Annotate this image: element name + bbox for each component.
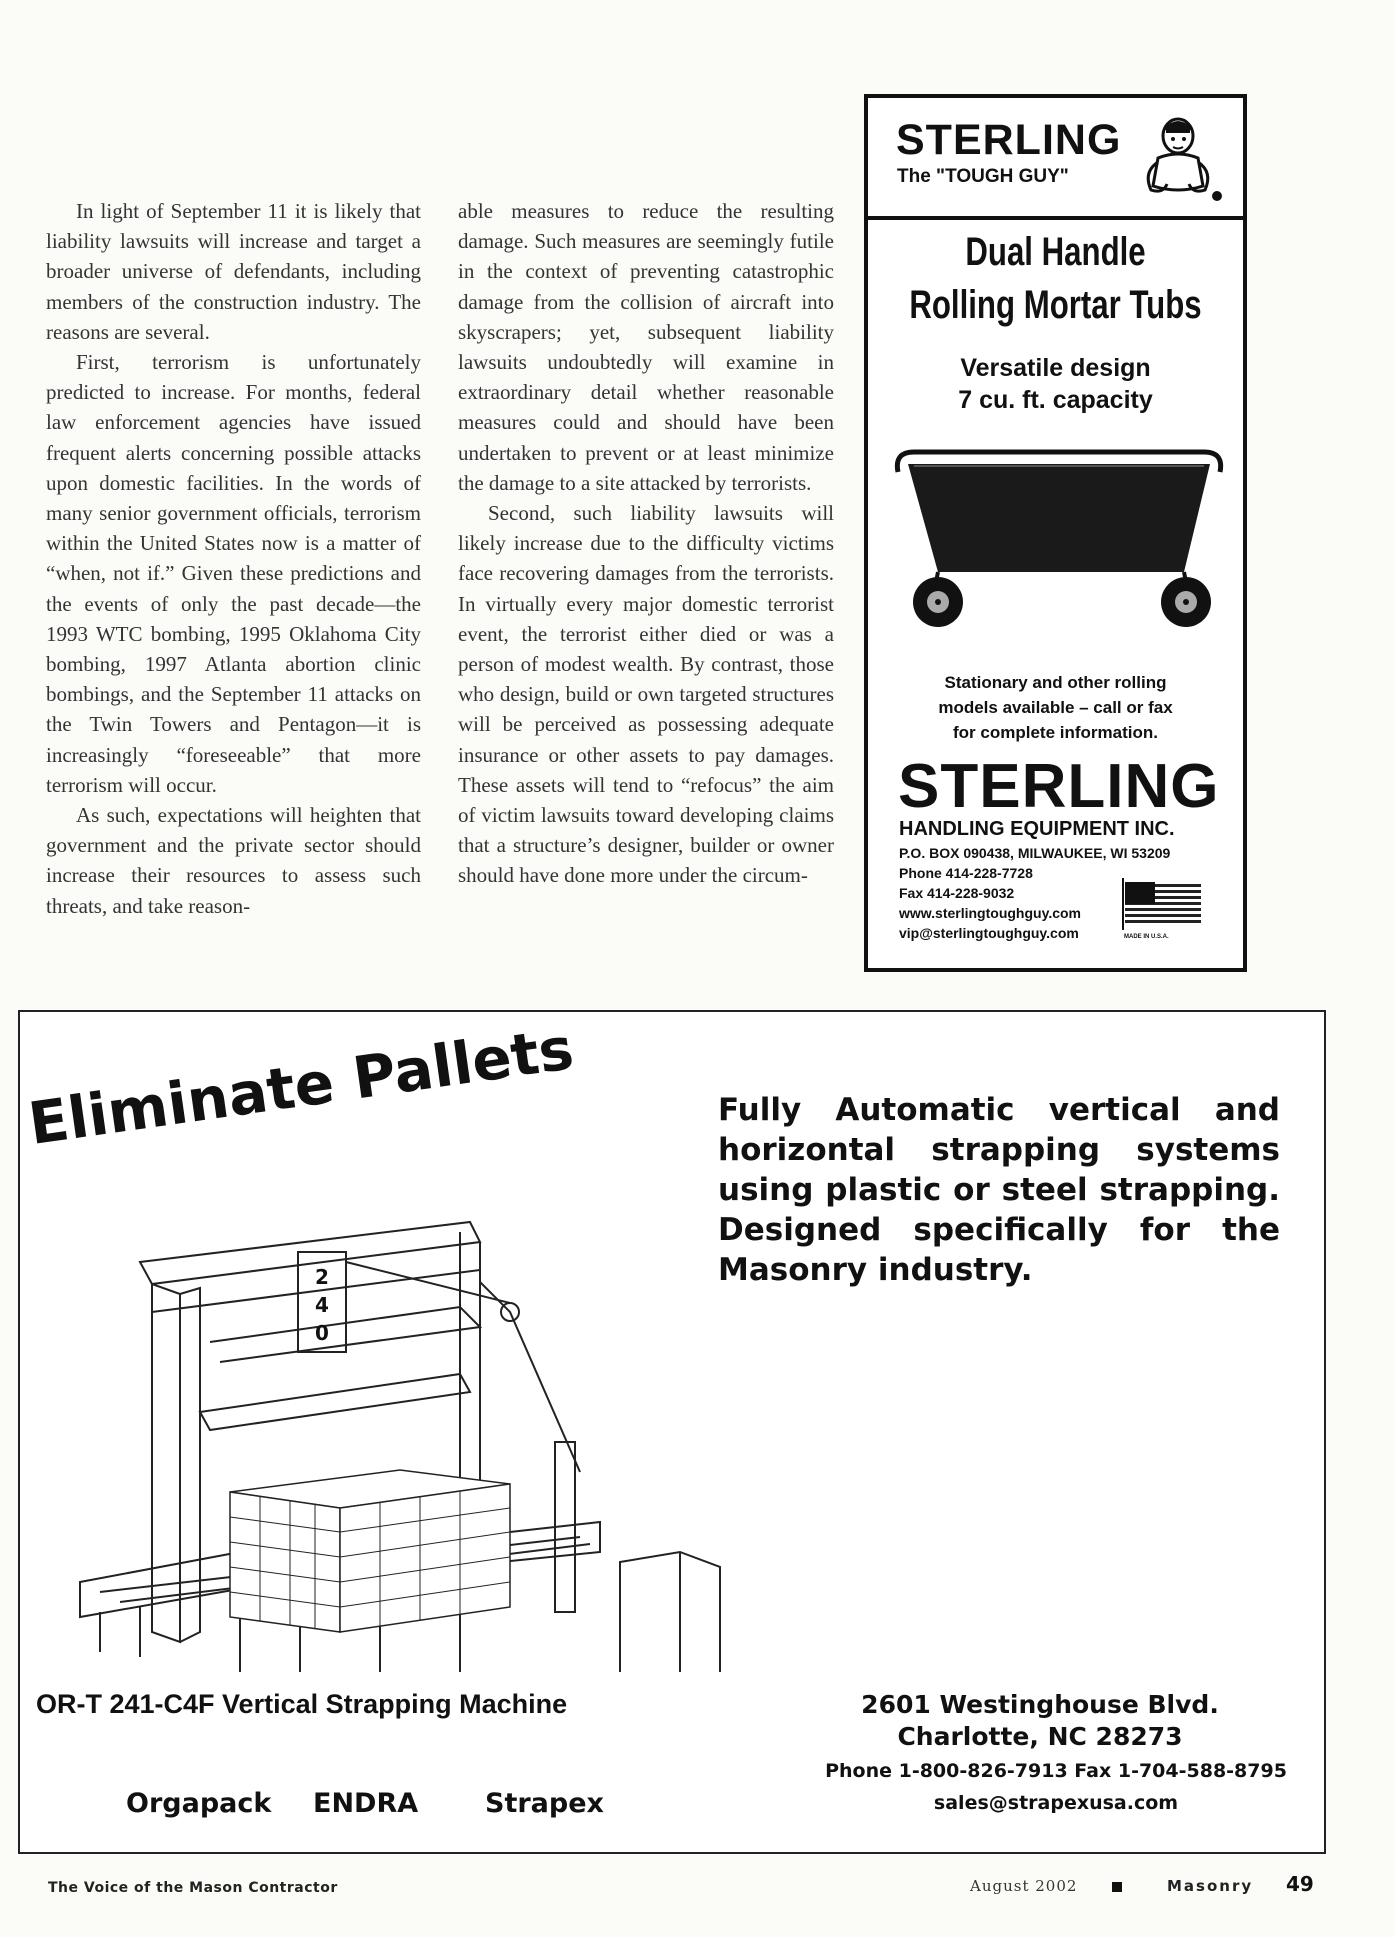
footer-separator-icon <box>1112 1882 1122 1892</box>
machine-label: OR-T 241-C4F Vertical Strapping Machine <box>36 1689 568 1719</box>
ad-subtitle-line: 7 cu. ft. capacity <box>958 386 1153 414</box>
made-in-usa: MADE IN U.S.A. <box>1124 934 1169 940</box>
sterling-header <box>868 98 1243 220</box>
article-paragraph: As such, expectations will heighten that government and the private sector should increase their resources to assess such threats, and take reason- <box>46 803 421 918</box>
sterling-tagline: The "TOUGH GUY" <box>897 166 1069 187</box>
article-paragraph: First, terrorism is unfortunately predicted to increase. For months, federal law enforcement agencies have issued frequent alerts concerning possible attacks upon domestic facilities. In the words of many senior government officials, terrorism within the United States now is a matter of “when, not if.” Given these predictions and the events of only the past decade—the 1993 WTC bombing, 1995 Oklahoma City bombing, 1997 Atlanta abortion clinic bombings, and the September 11 attacks on the Twin Towers and Pentagon—it is increasingly “foreseeable” that more terrorism will occur. <box>46 350 421 797</box>
strapping-machine-illustration <box>40 1112 780 1672</box>
article-paragraph: Second, such liability lawsuits will likely increase due to the difficulty victims face recovering damages from the terrorists. In virtually every major domestic terrorist event, the terrorist either died or was a person of modest wealth. By contrast, those who design, build or own targeted structures will be perceived as possessing adequate insurance or other assets to pay damages. These assets will tend to “refocus” the aim of victim lawsuits toward developing claims that a structure’s designer, builder or owner should have done more under the circum- <box>458 501 834 888</box>
sterling-advertisement <box>864 94 1247 972</box>
sterling-logo: STERLING <box>896 116 1122 164</box>
brand-orgapack: Orgapack <box>126 1788 272 1819</box>
machine-number-digit: 4 <box>315 1293 329 1317</box>
brand-strapex: Strapex <box>485 1788 604 1819</box>
ad-title-line: Dual Handle <box>965 230 1146 274</box>
sterling-phone: Phone 414-228-7728 <box>899 865 1033 881</box>
strapex-headline: Eliminate Pallets <box>24 1014 578 1158</box>
ad-subtitle-line: Versatile design <box>960 354 1151 382</box>
strapex-advertisement <box>18 1010 1326 1854</box>
ad-title <box>909 226 1202 332</box>
article-paragraph: able measures to reduce the resulting damage. Such measures are seemingly futile in the context of preventing catastrophic damage from the collision of aircraft into skyscrapers; yet, subsequent liability lawsuits undoubtedly will examine in extraordinary detail whether reasonable measures could and should have been undertaken to prevent or at least minimize the damage to a site attacked by terrorists. <box>458 199 834 495</box>
strapex-description: Fully Automatic vertical and horizontal strapping systems using plastic or steel strapping. Designed specifically for the Masonry industry. <box>718 1092 1280 1288</box>
mortar-tub-image <box>894 432 1224 632</box>
ad-models-line: models available – call or fax <box>938 698 1173 717</box>
sterling-fax: Fax 414-228-9032 <box>899 885 1015 901</box>
footer-tagline: The Voice of the Mason Contractor <box>48 1880 338 1896</box>
sterling-address: P.O. BOX 090438, MILWAUKEE, WI 53209 <box>899 845 1171 861</box>
us-flag-icon <box>1121 878 1203 930</box>
article-column-2 <box>458 196 834 891</box>
strapex-email: sales@strapexusa.com <box>933 1792 1179 1814</box>
sterling-company-name: HANDLING EQUIPMENT INC. <box>899 818 1175 840</box>
page-number: 49 <box>1286 1872 1314 1896</box>
footer-magazine: Masonry <box>1167 1877 1254 1895</box>
machine-number-digit: 2 <box>315 1265 329 1289</box>
tough-guy-mascot-icon <box>1133 106 1223 206</box>
sterling-website: www.sterlingtoughguy.com <box>899 905 1081 921</box>
address-line: Charlotte, NC 28273 <box>897 1722 1183 1751</box>
article-column-1 <box>46 196 421 921</box>
ad-models-line: for complete information. <box>953 723 1158 742</box>
ad-title-line: Rolling Mortar Tubs <box>909 283 1202 327</box>
sterling-brand: STERLING <box>898 752 1220 821</box>
machine-number-digit: 0 <box>315 1321 329 1345</box>
brand-endra: ENDRA <box>313 1788 419 1819</box>
footer-date: August 2002 <box>970 1877 1078 1895</box>
sterling-email: vip@sterlingtoughguy.com <box>899 925 1079 941</box>
strapex-address <box>810 1689 1270 1753</box>
ad-subtitle <box>868 352 1243 416</box>
ad-models-info <box>868 670 1243 745</box>
address-line: 2601 Westinghouse Blvd. <box>861 1690 1219 1719</box>
article-paragraph: In light of September 11 it is likely that liability lawsuits will increase and target a broader universe of defendants, including members of the construction industry. The reasons are several. <box>46 199 421 344</box>
strapex-phone-fax: Phone 1-800-826-7913 Fax 1-704-588-8795 <box>825 1760 1287 1782</box>
ad-models-line: Stationary and other rolling <box>944 673 1167 692</box>
